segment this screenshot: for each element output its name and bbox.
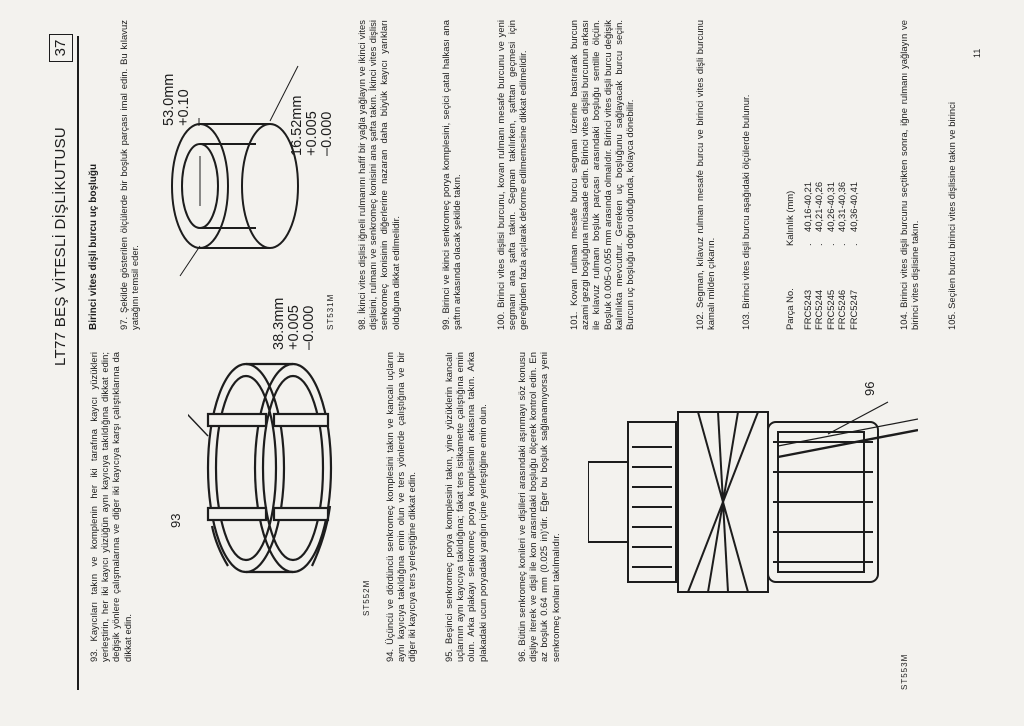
slipper-3 [274, 508, 328, 520]
paragraph-95: 95. Beşinci senkromeç porya komplesini takın, yine yüzüklerin kancalı uçlarının aynı kayıcıya takıldığına; fakat ters istikamette çalıştığına emin olun. Arka plakayı senkromeç porya komplesinin arkasına takın. Arka plakadaki ucun poryadaki yarığın içine yerleştiğine emin olun. [443, 352, 488, 662]
parts-table [784, 182, 860, 330]
header-rule [77, 36, 79, 690]
ring-top [208, 364, 284, 572]
feeler-gauge [778, 430, 918, 457]
fig2-caption: ST553M [900, 653, 909, 690]
paragraph-94: 94. Üçüncü ve dördüncü senkromeç komplesini takın ve kancalı uçların aynı kayıcıya takıldığına emin olun ve ters yönlerde çalıştığına ve bir diğer iki kayıcıya ters yerleştiğine dikkat edin. [384, 352, 418, 662]
paragraph-99: 99. Birinci ve ikinci senkromeç porya komplesini, seçici çatal halkası ana şaftın arkasında olacak şekilde takın. [440, 20, 463, 330]
fig1-callout: 93 [168, 513, 183, 528]
slipper-4 [274, 414, 328, 426]
dim-bore: 16.52mm +0.005 –0.000 [289, 95, 335, 156]
paragraph-102: 102. Segman, kılavuz rulman mesafe burcu ve birinci vites dişli burcunu kamalı milden çıkarın. [694, 20, 717, 330]
slipper-1 [208, 508, 266, 520]
paragraph-97: 97. Şekilde gösterilen ölçülerde bir boşluk parçası imal edin. Bu kılavuz yatağını temsil eder. [118, 20, 141, 330]
corner-mark: 11 [972, 48, 982, 58]
dim-od: 38.3mm +0.005 –0.000 [271, 297, 317, 350]
paragraph-104: 104. Birinci vites dişli burcunu seçtikten sonra, iğne rulmanı yağlayın ve birinci vites dişlisine takın. [898, 20, 921, 330]
paragraph-93: 93. Kayıcıları takın ve komplenin her iki tarafına kayıcı yüzükleri yerleştirin, her iki kayıcı yüzüğün aynı kayıcıya takıldığına dikkat edin; değişik yönlere çalışmalarına ve diğer iki kayıcıya karşı çalıştıklarına da dikkat edin. [88, 352, 133, 662]
dim-height: 53.0mm +0.10 – [161, 73, 207, 126]
paragraph-105: 105. Seçilen burcu birinci vites dişlisine takın ve birinci [946, 101, 957, 330]
table-row: FRC5245 . 40,26-40,31 [824, 181, 836, 330]
spacer-figure [160, 26, 310, 306]
fig1-caption: ST552M [362, 579, 371, 616]
fig3-caption: ST531M [326, 293, 335, 330]
slipper-2 [208, 414, 266, 426]
callout-leader-96 [828, 402, 888, 434]
gear-clearance-figure [588, 322, 918, 702]
paragraph-100: 100. Birinci vites dişlisi burcunu, kovan rulmanı mesafe burcunu ve yeni segmanı ana şafta takın. Segman takılırken, şafttan geçmesi için gereğinden fazla açılarak deforme edilmemesine dikkat edilmelidir. [495, 20, 529, 330]
section-title: Birinci vites dişli burcu uç boşluğu [88, 163, 99, 330]
table-row: FRC5244 . 40,21-40,26 [813, 181, 825, 330]
page-number-box: 37 [49, 34, 73, 62]
paragraph-96: 96. Bütün senkromeç konileri ve dişlileri arasındaki aşınmayı söz konusu dişliye iterek ve dişli ile kon arasındaki boşluğu ölçerek kontrol edin. En az boşluk 0.64 mm (0.025 in)'dir. Eğer bu boşluk sağlanamıyorsa yeni senkromeç konları takılmalıdır. [516, 352, 561, 662]
ring-bottom [255, 364, 331, 572]
parts-table-header: Parça No. Kalınlık (mm) [784, 190, 795, 330]
page-title: LT77 BEŞ VİTESLİ DİŞLİKUTUSU [52, 126, 69, 366]
paragraph-103: 103. Birinci vites dişli burcu aşağıdaki ölçülerde bulunur. [740, 94, 751, 330]
table-row: FRC5246 . 40,31-40,36 [836, 181, 848, 330]
table-row: FRC5247 . 40,36-40,41 [847, 181, 859, 330]
callout-leader-93 [188, 396, 208, 436]
table-row: FRC5243 . 40,16-40,21 [801, 181, 813, 330]
synchro-rings-figure [188, 346, 353, 586]
paragraph-98: 98. İkinci vites dişlisi iğneli rulmanını hafif bir yağla yağlayın ve ikinci vites dişlisini, rulmanı ve senkromeç konisini ana şafta takın. İkinci vites dişlisi senkromeç konisinin diğerlerine nazaran daha büyük kayıcı yarıkları olduğuna dikkat edilmelidir. [356, 20, 401, 330]
fig2-callout: 96 [862, 381, 877, 396]
paragraph-101: 101. Kovan rulman mesafe burcu segman üzerine bastırarak burcun azami gezgi boşluğuna müsaade edin. Birinci vites dişlisi burcunun arkası ile kılavuz rulmanı boşluk parçası arasındaki boşluğu sentille ölçün. Boşluk 0.005-0.055 mm arasında olmalıdır. Birinci vites dişli burcu değişik kalınlıkta mevcuttur. Gereken uç boşluğunu sağlayacak burcu seçin. Burcun uç boşluğu doğru olduğunda, kolayca dönebilir. [568, 20, 636, 330]
